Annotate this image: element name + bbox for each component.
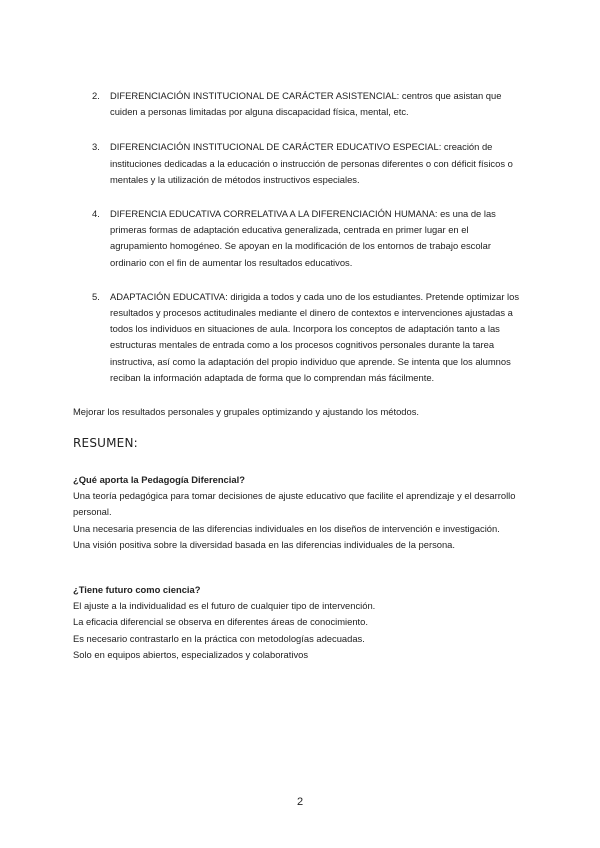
summary-heading: RESUMEN: xyxy=(73,436,138,450)
section-line: La eficacia diferencial se observa en diferentes áreas de conocimiento. xyxy=(73,616,368,628)
list-item xyxy=(92,206,522,271)
page-number: 2 xyxy=(296,796,304,808)
numbered-list xyxy=(92,88,522,386)
section-line: Es necesario contrastarlo en la práctica con metodologías adecuadas. xyxy=(73,632,365,644)
list-item xyxy=(92,139,522,188)
list-item xyxy=(92,88,522,120)
summary-section-future xyxy=(73,582,528,663)
section-line: Una necesaria presencia de las diferencias individuales en los diseños de intervención e investigación. xyxy=(73,522,500,534)
list-item-number: 4. xyxy=(92,208,100,220)
list-item-number: 5. xyxy=(92,290,100,302)
list-item xyxy=(92,289,522,386)
section-line: Una teoría pedagógica para tomar decisiones de ajuste educativo que facilite el aprendizaje y el desarrollo personal. xyxy=(73,490,516,518)
list-item-text: DIFERENCIA EDUCATIVA CORRELATIVA A LA DIFERENCIACIÓN HUMANA: es una de las primeras formas de adaptación educativa generalizada, centrada en primer lugar en el agrupamiento homogéneo. Se apoyan en la modificación de los entornos de trabajo escolar ordinario con el fin de aumentar los resultados educativos. xyxy=(110,208,496,268)
section-question: ¿Tiene futuro como ciencia? xyxy=(73,584,201,595)
list-item-number: 2. xyxy=(92,90,100,101)
list-item-number: 3. xyxy=(92,141,100,153)
summary-section-contribution xyxy=(73,472,528,553)
section-line: Solo en equipos abiertos, especializados y colaborativos xyxy=(73,648,309,660)
list-item-text: ADAPTACIÓN EDUCATIVA: dirigida a todos y cada uno de los estudiantes. Pretende optimizar los resultados y procesos actitudinales mediante el dinero de contextos e intervenciones ajustadas a todos los individuos en situaciones de aula. Incorpora los conceptos de adaptación tanto a las estructuras mentales de entrada como a los procesos cognitivos personales durante la tarea instructiva, así como la adaptación del propio individuo que aprende. Se intenta que los alumnos reciban la información adaptada de forma que lo comprendan más fácilmente. xyxy=(110,290,520,383)
closing-paragraph: Mejorar los resultados personales y grupales optimizando y ajustando los métodos. xyxy=(73,406,420,417)
section-question: ¿Qué aporta la Pedagogía Diferencial? xyxy=(73,474,245,485)
section-line: El ajuste a la individualidad es el futuro de cualquier tipo de intervención. xyxy=(73,600,376,612)
section-line: Una visión positiva sobre la diversidad basada en las diferencias individuales de la persona. xyxy=(73,538,455,550)
list-item-text: DIFERENCIACIÓN INSTITUCIONAL DE CARÁCTER ASISTENCIAL: centros que asistan que cuiden a personas limitadas por alguna discapacidad física, mental, etc. xyxy=(110,90,502,118)
list-item-text: DIFERENCIACIÓN INSTITUCIONAL DE CARÁCTER EDUCATIVO ESPECIAL: creación de instituciones dedicadas a la educación o instrucción de personas diferentes o con déficit físicos o mentales y la utilización de métodos instructivos especiales. xyxy=(110,141,513,185)
